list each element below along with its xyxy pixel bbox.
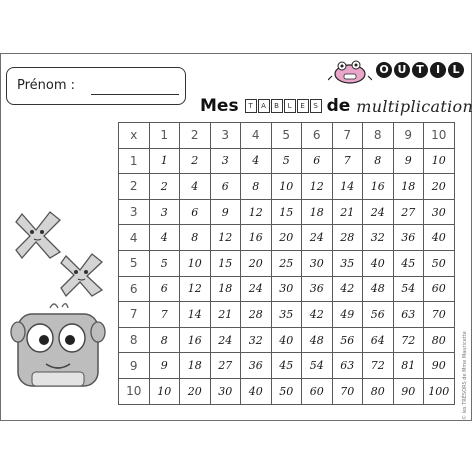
product-cell: 70 bbox=[424, 302, 455, 328]
row-header-cell: 2 bbox=[119, 174, 150, 200]
product-cell: 56 bbox=[332, 327, 363, 353]
title-tables-boxes bbox=[245, 99, 322, 113]
table-row bbox=[119, 302, 455, 328]
row-header-cell: 8 bbox=[119, 327, 150, 353]
column-header-cell: 2 bbox=[180, 123, 211, 149]
name-field-box bbox=[6, 67, 186, 105]
column-header-cell: 10 bbox=[424, 123, 455, 149]
row-header-cell: 9 bbox=[119, 353, 150, 379]
outil-badge bbox=[376, 62, 464, 78]
product-cell: 8 bbox=[241, 174, 272, 200]
product-cell: 80 bbox=[363, 378, 394, 404]
product-cell: 100 bbox=[424, 378, 455, 404]
row-header-cell: 5 bbox=[119, 250, 150, 276]
column-header-cell: 6 bbox=[302, 123, 333, 149]
product-cell: 16 bbox=[241, 225, 272, 251]
product-cell: 24 bbox=[302, 225, 333, 251]
product-cell: 49 bbox=[332, 302, 363, 328]
badge-letter: T bbox=[412, 62, 428, 78]
product-cell: 28 bbox=[241, 302, 272, 328]
row-header-cell: 4 bbox=[119, 225, 150, 251]
product-cell: 30 bbox=[424, 199, 455, 225]
title-box-letter: L bbox=[284, 99, 296, 113]
product-cell: 28 bbox=[332, 225, 363, 251]
product-cell: 20 bbox=[271, 225, 302, 251]
product-cell: 14 bbox=[332, 174, 363, 200]
product-cell: 12 bbox=[302, 174, 333, 200]
product-cell: 9 bbox=[210, 199, 241, 225]
title-multiplication: multiplication bbox=[356, 96, 474, 116]
product-cell: 40 bbox=[363, 250, 394, 276]
product-cell: 3 bbox=[149, 199, 180, 225]
product-cell: 10 bbox=[424, 148, 455, 174]
product-cell: 35 bbox=[271, 302, 302, 328]
product-cell: 8 bbox=[149, 327, 180, 353]
table-row bbox=[119, 199, 455, 225]
product-cell: 54 bbox=[302, 353, 333, 379]
product-cell: 5 bbox=[149, 250, 180, 276]
product-cell: 42 bbox=[302, 302, 333, 328]
product-cell: 2 bbox=[180, 148, 211, 174]
product-cell: 50 bbox=[271, 378, 302, 404]
product-cell: 18 bbox=[180, 353, 211, 379]
table-header-row bbox=[119, 123, 455, 149]
x-letter-decoration-icon bbox=[60, 252, 104, 298]
product-cell: 60 bbox=[302, 378, 333, 404]
product-cell: 25 bbox=[271, 250, 302, 276]
product-cell: 40 bbox=[241, 378, 272, 404]
product-cell: 4 bbox=[241, 148, 272, 174]
product-cell: 63 bbox=[393, 302, 424, 328]
product-cell: 20 bbox=[424, 174, 455, 200]
product-cell: 64 bbox=[363, 327, 394, 353]
product-cell: 90 bbox=[424, 353, 455, 379]
product-cell: 6 bbox=[210, 174, 241, 200]
column-header-cell: 8 bbox=[363, 123, 394, 149]
column-header-cell: 4 bbox=[241, 123, 272, 149]
column-header-cell: 9 bbox=[393, 123, 424, 149]
product-cell: 56 bbox=[363, 302, 394, 328]
product-cell: 42 bbox=[332, 276, 363, 302]
product-cell: 45 bbox=[271, 353, 302, 379]
title-box-letter: T bbox=[245, 99, 257, 113]
product-cell: 70 bbox=[332, 378, 363, 404]
multiplication-table bbox=[118, 122, 455, 405]
product-cell: 10 bbox=[271, 174, 302, 200]
product-cell: 54 bbox=[393, 276, 424, 302]
product-cell: 35 bbox=[332, 250, 363, 276]
product-cell: 10 bbox=[149, 378, 180, 404]
product-cell: 21 bbox=[332, 199, 363, 225]
product-cell: 72 bbox=[393, 327, 424, 353]
name-write-line bbox=[91, 94, 179, 95]
table-row bbox=[119, 327, 455, 353]
product-cell: 16 bbox=[180, 327, 211, 353]
product-cell: 8 bbox=[363, 148, 394, 174]
product-cell: 72 bbox=[363, 353, 394, 379]
product-cell: 12 bbox=[210, 225, 241, 251]
column-header-cell: 3 bbox=[210, 123, 241, 149]
name-label: Prénom : bbox=[17, 78, 76, 93]
product-cell: 32 bbox=[363, 225, 394, 251]
product-cell: 48 bbox=[363, 276, 394, 302]
product-cell: 40 bbox=[424, 225, 455, 251]
product-cell: 36 bbox=[302, 276, 333, 302]
column-header-cell: 7 bbox=[332, 123, 363, 149]
table-row bbox=[119, 225, 455, 251]
product-cell: 40 bbox=[271, 327, 302, 353]
row-header-cell: 1 bbox=[119, 148, 150, 174]
title-box-letter: E bbox=[297, 99, 309, 113]
product-cell: 24 bbox=[241, 276, 272, 302]
product-cell: 30 bbox=[210, 378, 241, 404]
badge-letter: O bbox=[376, 62, 392, 78]
product-cell: 10 bbox=[180, 250, 211, 276]
product-cell: 3 bbox=[210, 148, 241, 174]
badge-letter: U bbox=[394, 62, 410, 78]
product-cell: 63 bbox=[332, 353, 363, 379]
product-cell: 80 bbox=[424, 327, 455, 353]
product-cell: 18 bbox=[302, 199, 333, 225]
table-row bbox=[119, 353, 455, 379]
product-cell: 2 bbox=[149, 174, 180, 200]
x-letter-decoration-icon bbox=[14, 210, 64, 260]
row-header-cell: 7 bbox=[119, 302, 150, 328]
product-cell: 12 bbox=[180, 276, 211, 302]
product-cell: 18 bbox=[393, 174, 424, 200]
product-cell: 27 bbox=[393, 199, 424, 225]
gray-monster-illustration bbox=[10, 300, 106, 390]
product-cell: 9 bbox=[149, 353, 180, 379]
row-header-cell: 10 bbox=[119, 378, 150, 404]
title-de: de bbox=[326, 96, 351, 116]
product-cell: 20 bbox=[241, 250, 272, 276]
product-cell: 6 bbox=[302, 148, 333, 174]
product-cell: 6 bbox=[180, 199, 211, 225]
product-cell: 15 bbox=[271, 199, 302, 225]
table-row bbox=[119, 174, 455, 200]
table-row bbox=[119, 276, 455, 302]
product-cell: 18 bbox=[210, 276, 241, 302]
product-cell: 8 bbox=[180, 225, 211, 251]
product-cell: 15 bbox=[210, 250, 241, 276]
product-cell: 4 bbox=[149, 225, 180, 251]
product-cell: 9 bbox=[393, 148, 424, 174]
badge-letter: I bbox=[430, 62, 446, 78]
page-title bbox=[200, 95, 473, 117]
product-cell: 50 bbox=[424, 250, 455, 276]
product-cell: 24 bbox=[363, 199, 394, 225]
column-header-cell: 1 bbox=[149, 123, 180, 149]
copyright-credit: © les TRÉSORS de Mme Mauricette bbox=[462, 331, 468, 420]
product-cell: 27 bbox=[210, 353, 241, 379]
title-box-letter: A bbox=[258, 99, 270, 113]
product-cell: 24 bbox=[210, 327, 241, 353]
column-header-cell: 5 bbox=[271, 123, 302, 149]
product-cell: 81 bbox=[393, 353, 424, 379]
product-cell: 36 bbox=[393, 225, 424, 251]
product-cell: 1 bbox=[149, 148, 180, 174]
product-cell: 60 bbox=[424, 276, 455, 302]
product-cell: 45 bbox=[393, 250, 424, 276]
product-cell: 4 bbox=[180, 174, 211, 200]
product-cell: 30 bbox=[302, 250, 333, 276]
product-cell: 20 bbox=[180, 378, 211, 404]
title-box-letter: B bbox=[271, 99, 283, 113]
table-corner-cell: x bbox=[119, 123, 150, 149]
table-row bbox=[119, 148, 455, 174]
product-cell: 7 bbox=[149, 302, 180, 328]
table-row bbox=[119, 378, 455, 404]
product-cell: 16 bbox=[363, 174, 394, 200]
badge-letter: L bbox=[448, 62, 464, 78]
pink-monster-icon bbox=[328, 58, 372, 84]
product-cell: 48 bbox=[302, 327, 333, 353]
product-cell: 6 bbox=[149, 276, 180, 302]
product-cell: 12 bbox=[241, 199, 272, 225]
product-cell: 7 bbox=[332, 148, 363, 174]
product-cell: 36 bbox=[241, 353, 272, 379]
product-cell: 14 bbox=[180, 302, 211, 328]
row-header-cell: 3 bbox=[119, 199, 150, 225]
product-cell: 5 bbox=[271, 148, 302, 174]
product-cell: 32 bbox=[241, 327, 272, 353]
table-row bbox=[119, 250, 455, 276]
product-cell: 90 bbox=[393, 378, 424, 404]
product-cell: 21 bbox=[210, 302, 241, 328]
title-box-letter: S bbox=[310, 99, 322, 113]
title-mes: Mes bbox=[200, 96, 239, 116]
product-cell: 30 bbox=[271, 276, 302, 302]
row-header-cell: 6 bbox=[119, 276, 150, 302]
